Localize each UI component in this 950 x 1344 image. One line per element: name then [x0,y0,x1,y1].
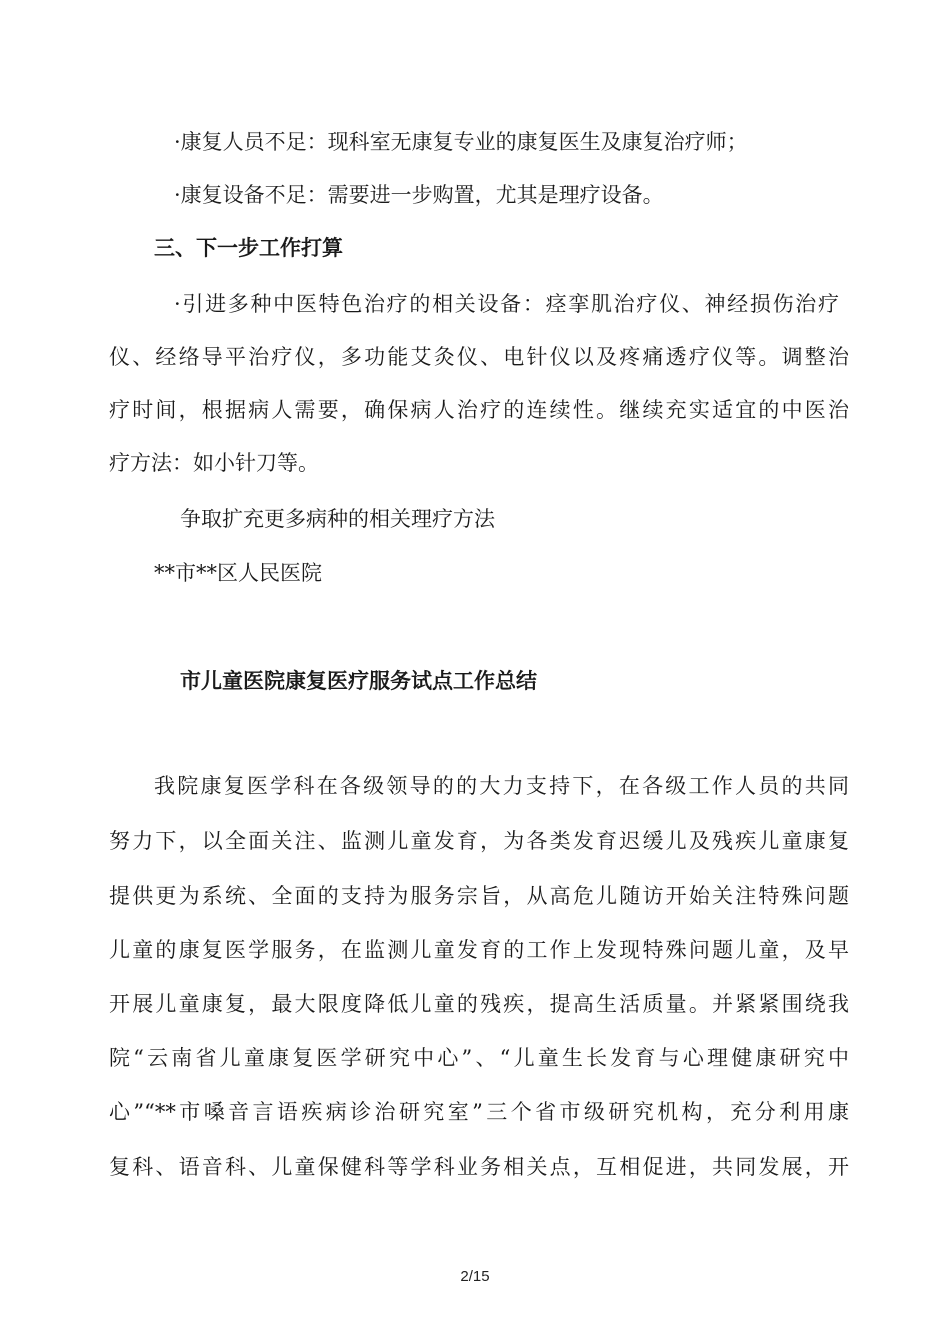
body-line: 儿童的康复医学服务，在监测儿童发育的工作上发现特殊问题儿童，及早 [109,938,849,962]
signature-hospital: **市**区人民医院 [154,561,322,585]
plan-line: 疗时间，根据病人需要，确保病人治疗的连续性。继续充实适宜的中医治 [109,398,849,422]
body-line: 复科、语音科、儿童保健科等学科业务相关点，互相促进，共同发展，开 [109,1155,849,1179]
bullet-equipment-shortage: ·康复设备不足：需要进一步购置，尤其是理疗设备。 [174,183,664,207]
document-title: 市儿童医院康复医疗服务试点工作总结 [180,669,537,693]
bullet-staff-shortage: ·康复人员不足：现科室无康复专业的康复医生及康复治疗师； [174,130,748,154]
section-heading-next-steps: 三、下一步工作打算 [154,236,343,260]
plan-line: 疗方法：如小针刀等。 [109,451,319,475]
body-line: 心”“**市嗓音言语疾病诊治研究室”三个省市级研究机构，充分利用康 [109,1100,849,1124]
plan-extra: 争取扩充更多病种的相关理疗方法 [180,507,495,531]
body-line: 院“云南省儿童康复医学研究中心”、“儿童生长发育与心理健康研究中 [109,1046,849,1070]
plan-line: ·引进多种中医特色治疗的相关设备：痉挛肌治疗仪、神经损伤治疗 [174,292,839,316]
body-line: 我院康复医学科在各级领导的的大力支持下，在各级工作人员的共同 [154,774,849,798]
body-line: 开展儿童康复，最大限度降低儿童的残疾，提高生活质量。并紧紧围绕我 [109,992,849,1016]
body-line: 努力下，以全面关注、监测儿童发育，为各类发育迟缓儿及残疾儿童康复 [109,829,849,853]
page-number: 2/15 [460,1268,490,1285]
plan-line: 仪、经络导平治疗仪，多功能艾灸仪、电针仪以及疼痛透疗仪等。调整治 [109,345,849,369]
body-line: 提供更为系统、全面的支持为服务宗旨，从高危儿随访开始关注特殊问题 [109,884,849,908]
